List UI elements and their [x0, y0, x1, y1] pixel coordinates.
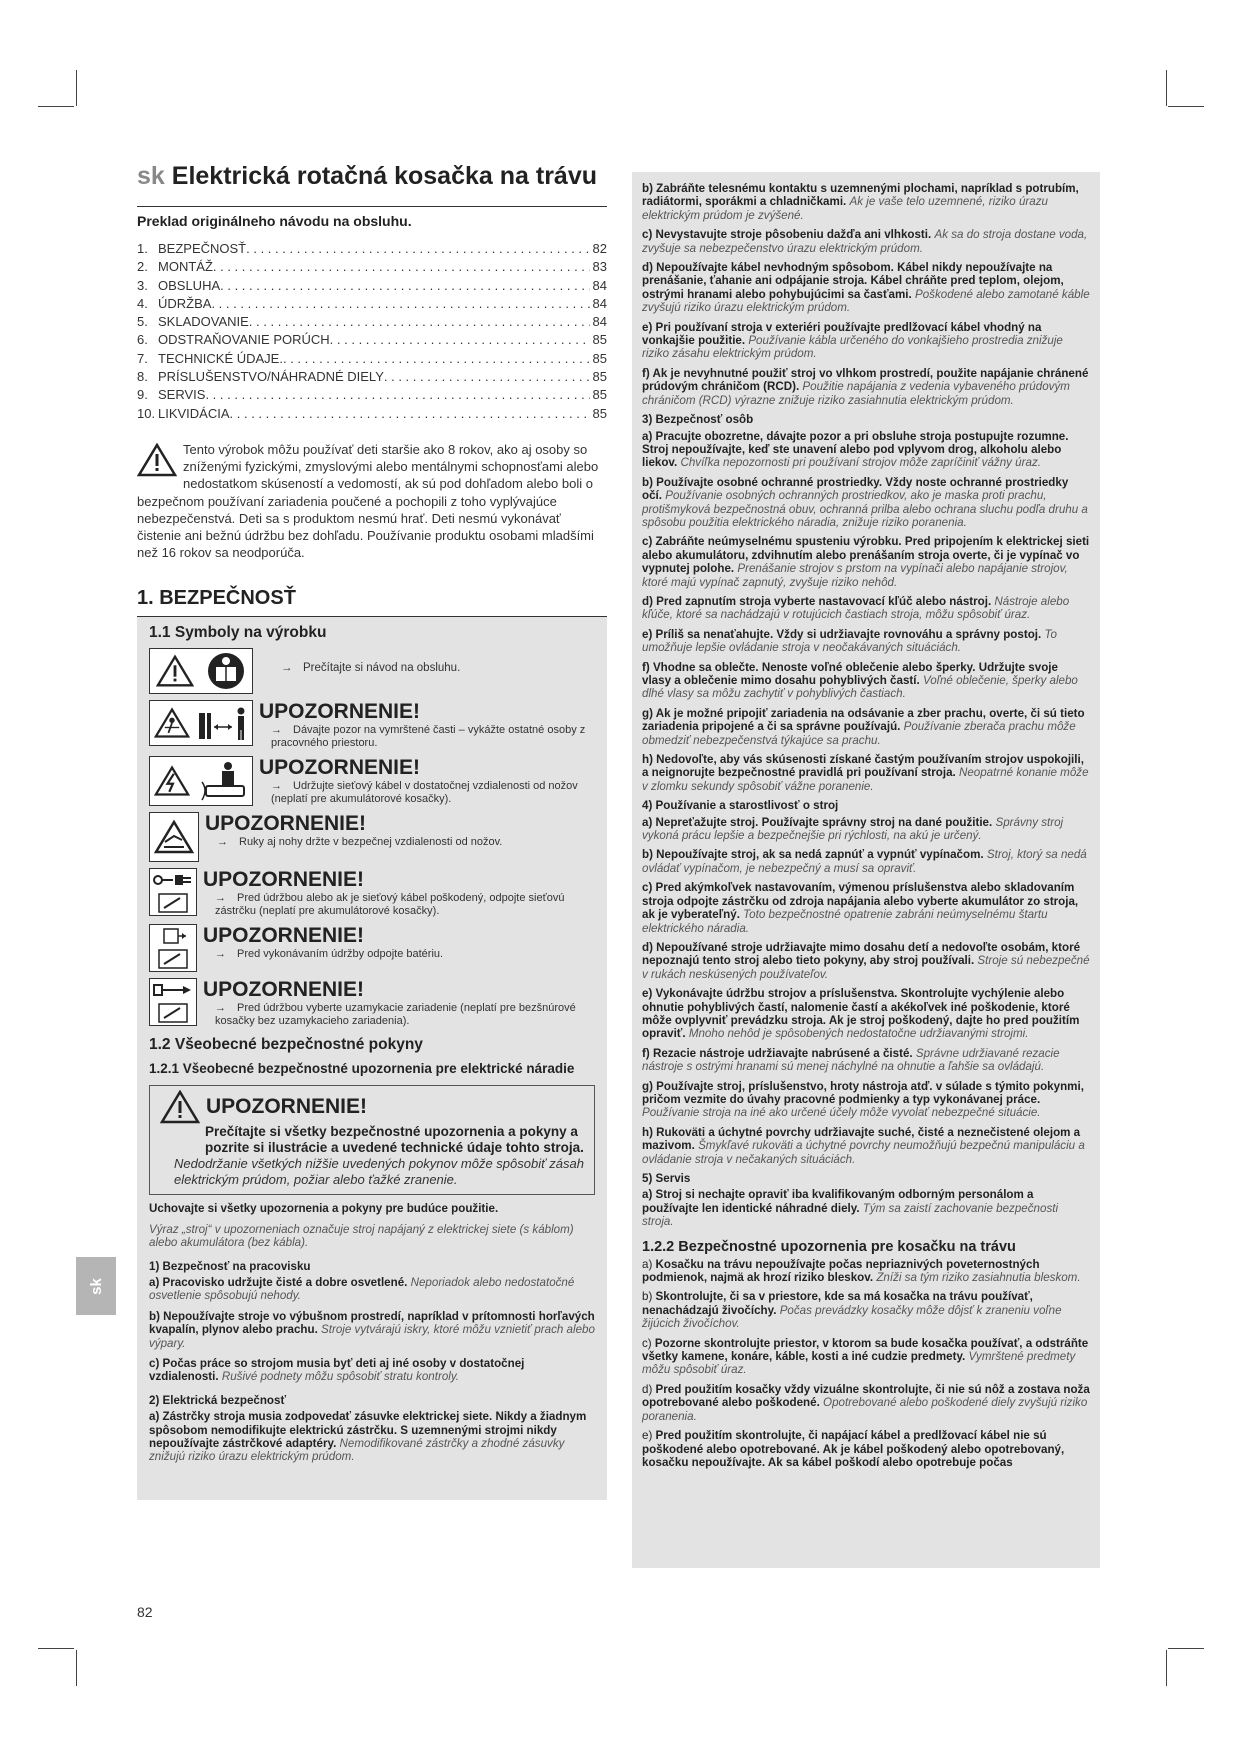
table-of-contents	[137, 240, 607, 423]
safety-item	[642, 1290, 1090, 1330]
safety-item	[642, 1337, 1090, 1377]
warning-triangle-icon	[156, 653, 194, 689]
toc-number: 5.	[137, 314, 148, 330]
warning-triangle-icon	[137, 443, 177, 477]
symbol-instruction	[259, 780, 595, 806]
toc-page: 85	[592, 332, 607, 348]
toc-item[interactable]	[137, 258, 607, 276]
toc-number: 10.	[137, 405, 156, 421]
toc-leader	[246, 240, 589, 258]
toc-page: 83	[592, 259, 607, 275]
item-italic: Stroj, ktorý sa nedá ovládať vypínačom, je nebezpečný a musí sa opraviť.	[642, 848, 1087, 875]
mower-safety-heading: 1.2.2 Bezpečnostné upozornenia pre kosačku na trávu	[642, 1238, 1016, 1255]
item-italic: Nemodifikované zástrčky a zhodné zásuvky znižujú riziko úrazu elektrickým prúdom.	[149, 1437, 565, 1464]
hands-feet-blades-icon	[154, 817, 194, 857]
arrow-icon: →	[271, 780, 282, 793]
symbol-instruction	[259, 724, 595, 750]
maintenance-icon	[158, 949, 188, 969]
safety-item	[642, 881, 1090, 935]
symbol-row	[149, 756, 595, 806]
item-bold: e) Príliš sa nenaťahujte. Vždy si udržiavajte rovnováhu a správny postoj.	[642, 627, 1042, 641]
crop-mark	[1168, 1648, 1204, 1649]
safety-item	[642, 228, 1090, 255]
toc-title: LIKVIDÁCIA	[158, 405, 230, 421]
toc-leader	[283, 350, 590, 368]
safety-item	[642, 1188, 1090, 1228]
arrow-icon: →	[217, 836, 228, 849]
crop-mark	[1166, 1650, 1167, 1686]
symbol-instruction	[203, 1002, 595, 1028]
toc-leader	[205, 386, 589, 404]
toc-page: 85	[592, 350, 607, 366]
tool-use-heading: 4) Používanie a starostlivosť o stroj	[642, 799, 839, 813]
toc-page: 84	[592, 295, 607, 311]
side-tab-label: sk	[87, 1277, 105, 1295]
item-bold: Skontrolujte, či sa v priestore, kde sa má kosačka na trávu používať, nenachádzajú živočíchy.	[642, 1290, 1033, 1317]
warning-title: UPOZORNENIE!	[259, 756, 421, 780]
toc-title: ÚDRŽBA	[158, 295, 212, 311]
symbols-heading: 1.1 Symboly na výrobku	[149, 624, 327, 642]
toc-item[interactable]	[137, 368, 607, 386]
item-bold: b) Nepoužívajte stroj, ak sa nedá zapnúť a vypnúť vypínačom.	[642, 848, 984, 862]
item-italic: Používanie zberača prachu môže obmedziť nebezpečenstvá týkajúce sa prachu.	[642, 720, 1076, 747]
warning-triangle-icon	[160, 1090, 200, 1124]
item-bold: e) Pri používaní stroja v exteriéri používajte predlžovací kábel vhodný na vonkajšie použitie.	[642, 320, 1042, 348]
item-italic: Poškodené alebo zamotané káble zvyšujú riziko úrazu elektrickým prúdom.	[642, 287, 1090, 315]
safety-item	[642, 535, 1090, 589]
instruction-text: Pred údržbou alebo ak je sieťový kábel poškodený, odpojte sieťovú zástrčku (neplatí pre akumulátorové kosačky).	[215, 892, 565, 918]
item-italic: Opotrebované alebo poškodené diely zvyšujú riziko poranenia.	[642, 1396, 1088, 1423]
toc-item[interactable]	[137, 386, 607, 404]
symbol-box	[149, 756, 253, 806]
general-safety-heading: 1.2 Všeobecné bezpečnostné pokyny	[149, 1036, 423, 1054]
personal-safety-heading: 3) Bezpečnosť osôb	[642, 413, 754, 427]
item-bold: e) Vykonávajte údržbu strojov a príslušenstva. Skontrolujte vychýlenie alebo ohnutie pohyblivých častí, nalomenie častí a akékoľvek iné poškodenie, ktoré môže ovplyvniť prevádzku stroja. Ak je stroj poškodený, dajte ho pred použitím opraviť.	[642, 987, 1080, 1041]
item-italic: Prenášanie strojov s prstom na vypínači alebo napájanie strojov, ktoré majú vypínač zapnutý, zvyšuje riziko nehôd.	[642, 562, 1068, 589]
item-italic: Neporiadok alebo nedostatočné osvetlenie spôsobujú nehody.	[149, 1276, 575, 1303]
symbol-text	[253, 700, 595, 750]
warning-bold-text: Prečítajte si všetky bezpečnostné upozornenia a pokyny a pozrite si ilustrácie a uvedené technické údaje tohto stroja.	[205, 1124, 584, 1156]
section-heading-safety: 1. BEZPEČNOSŤ	[137, 587, 607, 617]
symbol-row	[149, 648, 595, 694]
page-title	[137, 160, 607, 192]
toc-number: 4.	[137, 295, 148, 311]
item-number: c)	[642, 1336, 655, 1350]
arrow-icon: →	[215, 1002, 226, 1015]
item-bold: Pred použitím skontrolujte, či napájací kábel a predlžovací kábel nie sú poškodené alebo opotrebované. Ak je kábel poškodený alebo opotrebovaný, kosačku nepoužívajte. Ak sa kábel poškodí alebo opotrebuje počas	[642, 1429, 1065, 1469]
symbol-row	[149, 868, 595, 918]
item-italic: Ak je vaše telo uzemnené, riziko úrazu elektrickým prúdom je zvýšené.	[642, 195, 1048, 222]
symbol-text	[197, 868, 595, 918]
toc-leader	[213, 258, 590, 276]
arrow-icon: →	[281, 662, 293, 675]
item-bold: c) Zabráňte neúmyselnému spusteniu výrobku. Pred pripojením k elektrickej sieti alebo akumulátoru, zdvihnutím alebo prenášaním stroja overte, či je vypínač vo vypnutej polohe.	[642, 535, 1090, 576]
item-bold: a) Pracujte obozretne, dávajte pozor a pri obsluhe stroja postupujte rozumne. Stroj nepoužívajte, keď ste unavení alebo pod vplyvom drog, alkoholu alebo liekov.	[642, 429, 1069, 470]
safety-item	[642, 753, 1090, 793]
children-warning-text: Tento výrobok môžu používať deti staršie ako 8 rokov, ako aj osoby so zníženými fyzickými, zmyslovými alebo mentálnymi schopnosťami alebo nedostatkom skúseností a vedomostí, ak sú pod dohľadom alebo boli o bezpečnom používaní zariadenia poučené a pochopili z toho vyplývajúce nebezpečenstvá. Deti sa s produktom nesmú hrať. Deti nesmú vykonávať čistenie ani bežnú údržbu bez dohľadu. Používanie produktu osobami mladšími než 16 rokov sa neodporúča.	[137, 441, 599, 561]
safety-item	[642, 1429, 1090, 1469]
toc-item[interactable]	[137, 240, 607, 258]
instruction-text: Ruky aj nohy držte v bezpečnej vzdialenosti od nožov.	[239, 836, 503, 849]
item-italic: Ak sa do stroja dostane voda, zvyšuje sa nebezpečenstvo úrazu elektrickým prúdom.	[642, 228, 1088, 255]
item-italic: Tým sa zaistí zachovanie bezpečnosti stroja.	[642, 1201, 1059, 1229]
safety-item	[642, 848, 1090, 875]
safety-item	[642, 476, 1090, 530]
toc-page: 85	[592, 369, 607, 385]
toc-number: 3.	[137, 277, 148, 293]
symbol-instruction	[259, 662, 595, 675]
symbol-box	[149, 978, 197, 1026]
toc-title: OBSLUHA	[158, 277, 221, 293]
key-remove-icon	[153, 982, 193, 998]
item-bold: Pred použitím kosačky vždy vizuálne skontrolujte, či nie sú nôž a zostava noža opotrebované alebo poškodené.	[642, 1382, 1090, 1410]
item-bold: g) Používajte stroj, príslušenstvo, hroty nástroja atď. v súlade s týmito pokynmi, pričom vezmite do úvahy pracovné podmienky a typ vykonávanej práce.	[642, 1079, 1084, 1106]
document-subtitle: Preklad originálneho návodu na obsluhu.	[137, 206, 607, 234]
symbol-box	[149, 868, 197, 916]
electric-shock-icon	[154, 763, 190, 799]
right-column	[632, 172, 1100, 1568]
warning-header	[160, 1090, 584, 1124]
item-italic: Rušivé podnety môžu spôsobiť stratu kontroly.	[221, 1370, 459, 1384]
toc-title: TECHNICKÉ ÚDAJE.	[158, 350, 283, 366]
safety-item	[642, 1126, 1090, 1166]
crop-mark	[38, 106, 74, 107]
warning-title: UPOZORNENIE!	[203, 978, 365, 1002]
item-bold: d) Nepoužívané stroje udržiavajte mimo dosahu detí a nedovoľte osobám, ktoré nepoznajú tento stroj alebo tieto pokyny, aby stroj používali.	[642, 940, 1081, 968]
toc-item[interactable]	[137, 331, 607, 349]
crop-mark	[1168, 106, 1204, 107]
crop-mark	[38, 1648, 74, 1649]
instruction-text: Udržujte sieťový kábel v dostatočnej vzdialenosti od nožov (neplatí pre akumulátorové kosačky).	[271, 780, 578, 806]
workplace-safety-heading: 1) Bezpečnosť na pracovisku	[149, 1259, 311, 1273]
instruction-text: Pred údržbou vyberte uzamykacie zariadenie (neplatí pre bezšnúrové kosačky bez uzamykacieho zariadenia).	[215, 1002, 576, 1028]
item-italic: Chvíľka nepozornosti pri používaní strojov môže zapríčiniť vážny úraz.	[680, 456, 1041, 470]
item-italic: Stroje sú nebezpečné v rukách neskúsených používateľov.	[642, 954, 1090, 981]
item-italic: Používanie kábla určeného do vonkajšieho prostredia znižuje riziko zásahu elektrickým prúdom.	[642, 334, 1063, 361]
warning-title: UPOZORNENIE!	[203, 924, 365, 948]
language-side-tab	[76, 1257, 116, 1315]
item-bold: b) Nepoužívajte stroje vo výbušnom prostredí, napríklad v prítomnosti horľavých kvapalín, plynov alebo prachu.	[149, 1309, 595, 1337]
item-italic: Nástroje alebo kľúče, ktoré sa nachádzajú v rotujúcich častiach stroja, môžu spôsobiť úraz.	[642, 594, 1070, 622]
cable-blade-icon	[198, 760, 248, 802]
item-italic: Počas prevádzky kosačky môže dôjsť k zraneniu voľne žijúcich živočíchov.	[642, 1303, 1062, 1331]
toc-number: 7.	[137, 350, 148, 366]
arrow-icon: →	[271, 724, 282, 737]
maintenance-icon	[158, 893, 188, 913]
item-bold: Kosačku na trávu nepoužívajte počas nepriaznivých poveternostných podmienok, najmä ak hrozí riziko bleskov.	[642, 1257, 1040, 1285]
safety-item	[642, 707, 1090, 747]
toc-leader	[220, 277, 589, 295]
safety-item	[642, 595, 1090, 622]
warning-title: UPOZORNENIE!	[203, 868, 365, 892]
symbol-row	[149, 700, 595, 750]
language-code: sk	[137, 162, 165, 190]
item-italic: Toto bezpečnostné opatrenie zabráni neúmyselnému štartu elektrického náradia.	[642, 908, 1048, 935]
toc-page: 85	[592, 387, 607, 403]
item-number: d)	[642, 1382, 656, 1396]
safety-item	[642, 182, 1090, 222]
item-italic: Šmykľavé rukoväti a úchytné povrchy neumožňujú bezpečnú manipuláciu a ovládanie stroja v nečakaných situáciách.	[642, 1139, 1085, 1166]
item-bold: a) Stroj si nechajte opraviť iba kvalifikovaným odborným personálom a používajte len identické náhradné diely.	[642, 1188, 1034, 1215]
item-bold: b) Zabráňte telesnému kontaktu s uzemnenými plochami, napríklad s potrubím, radiátormi, sporákmi a chladničkami.	[642, 182, 1079, 209]
arrow-icon: →	[215, 948, 226, 961]
safety-section	[137, 617, 607, 1500]
symbol-row	[149, 924, 595, 972]
spacer	[149, 1464, 595, 1492]
item-italic: Mnoho nehôd je spôsobených nedostatočne udržiavanými strojmi.	[688, 1027, 1029, 1041]
item-italic: Správny stroj vykoná prácu lepšie a bezpečnejšie pri rýchlosti, na akú je určený.	[642, 815, 1064, 843]
item-bold: g) Ak je možné pripojiť zariadenia na odsávanie a zber prachu, overte, či sú tieto zariadenia pripojené a či sa správne používajú.	[642, 706, 1085, 734]
safety-item	[149, 1276, 595, 1303]
safety-item	[642, 816, 1090, 843]
symbol-text	[197, 924, 595, 961]
maintenance-icon	[158, 1003, 188, 1023]
item-bold: a) Zástrčky stroja musia zodpovedať zásuvke elektrickej siete. Nikdy a žiadnym spôsobom nemodifikujte elektrickú zástrčku. S uzemnenými strojmi nikdy nepoužívajte zástrčkové adaptéry.	[149, 1410, 587, 1451]
item-bold: f) Ak je nevyhnutné použiť stroj vo vlhkom prostredí, použite napájanie chránené prúdovým chráničom (RCD).	[642, 366, 1089, 394]
symbol-box	[149, 700, 253, 746]
keep-distance-icon	[197, 705, 249, 741]
warning-italic-text: Nedodržanie všetkých nižšie uvedených pokynov môže spôsobiť zásah elektrickým prúdom, požiar alebo ťažké zranenie.	[174, 1156, 584, 1188]
item-bold: h) Nedovoľte, aby vás skúsenosti získané častým používaním strojov uspokojili, a neignorujte bezpečnostné pravidlá pri používaní stroja.	[642, 753, 1084, 780]
symbol-box	[149, 924, 197, 972]
symbol-instruction	[203, 948, 595, 961]
item-italic: Použitie napájania z vedenia vybaveného prúdovým chráničom (RCD) výrazne znižuje riziko zasiahnutia elektrickým prúdom.	[642, 380, 1070, 407]
instruction-text: Pred vykonávaním údržby odpojte batériu.	[237, 948, 444, 961]
item-italic: Neopatrné konanie môže v zlomku sekundy spôsobiť vážne poranenie.	[642, 766, 1089, 793]
toc-title: SKLADOVANIE	[158, 314, 249, 330]
safety-item	[642, 1080, 1090, 1120]
toc-title: ODSTRAŇOVANIE PORÚCH	[158, 332, 330, 348]
item-italic: Zníži sa tým riziko zasiahnutia bleskom.	[876, 1271, 1081, 1285]
toc-item[interactable]	[137, 295, 607, 313]
warning-title: UPOZORNENIE!	[259, 700, 421, 724]
safety-item	[149, 1357, 595, 1384]
toc-item[interactable]	[137, 350, 607, 368]
warning-title: UPOZORNENIE!	[205, 812, 367, 836]
symbol-instruction	[205, 836, 595, 849]
read-all-warnings-box	[149, 1085, 595, 1195]
symbol-text	[197, 978, 595, 1028]
unplug-icon	[153, 872, 193, 888]
symbol-row	[149, 978, 595, 1028]
crop-mark	[76, 70, 77, 106]
item-bold: f) Rezacie nástroje udržiavajte nabrúsené a čisté.	[642, 1046, 913, 1060]
toc-title: BEZPEČNOSŤ	[158, 241, 247, 256]
item-italic: To umožňuje lepšie ovládanie stroja v neočakávaných situáciách.	[642, 627, 1057, 655]
toc-leader	[211, 295, 589, 313]
power-tool-warnings-heading: 1.2.1 Všeobecné bezpečnostné upozornenia pre elektrické náradie	[149, 1061, 575, 1077]
safety-item	[642, 1047, 1090, 1074]
toc-number: 6.	[137, 332, 148, 348]
toc-leader	[330, 331, 590, 349]
item-bold: c) Nevystavujte stroje pôsobeniu dažďa ani vlhkosti.	[642, 228, 932, 242]
toc-title: SERVIS	[158, 387, 206, 403]
item-bold: d) Nepoužívajte kábel nevhodným spôsobom. Kábel nikdy nepoužívajte na prenášanie, ťahanie ani odpájanie stroja. Kábel chráňte pred teplom, olejom, ostrými hranami alebo pohybujúcimi sa časťami.	[642, 261, 1064, 301]
page-number: 82	[137, 1604, 153, 1620]
item-italic: Vymrštené predmety môžu spôsobiť úraz.	[642, 1350, 1076, 1377]
toc-number: 1.	[137, 241, 148, 256]
thrown-objects-icon	[154, 706, 190, 740]
symbol-text	[199, 812, 595, 849]
safety-item	[642, 628, 1090, 655]
item-bold: Pozorne skontrolujte priestor, v ktorom sa bude kosačka používať, a odstráňte všetky kamene, konáre, káble, kosti a iné cudzie predmety.	[642, 1336, 1089, 1364]
symbol-box	[149, 812, 199, 862]
symbol-row	[149, 812, 595, 862]
read-manual-icon	[206, 651, 246, 691]
item-bold: d) Pred zapnutím stroja vyberte nastavovací kľúč alebo nástroj.	[642, 594, 992, 608]
instruction-text: Dávajte pozor na vymrštené časti – vykážte ostatné osoby z pracovného priestoru.	[271, 724, 586, 750]
arrow-icon: →	[215, 892, 226, 905]
children-warning	[137, 441, 607, 561]
safety-item	[642, 367, 1090, 407]
safety-item	[642, 987, 1090, 1041]
battery-remove-icon	[158, 927, 188, 945]
item-bold: b) Používajte osobné ochranné prostriedky. Vždy noste ochranné prostriedky očí.	[642, 475, 1069, 503]
item-italic: Voľné oblečenie, šperky alebo dlhé vlasy sa môžu zachytiť v pohyblivých častiach.	[642, 674, 1078, 701]
toc-number: 8.	[137, 369, 148, 385]
toc-page: 85	[592, 405, 607, 421]
safety-item	[642, 1383, 1090, 1423]
item-italic: Správne udržiavané rezacie nástroje s ostrými hranami sú menej náchylné na ohnutie a ľahšie sa ovládajú.	[642, 1046, 1060, 1074]
crop-mark	[76, 1650, 77, 1686]
warning-title: UPOZORNENIE!	[206, 1095, 368, 1119]
symbol-text	[253, 648, 595, 675]
toc-item[interactable]	[137, 405, 607, 423]
symbol-instruction	[203, 892, 595, 918]
toc-item[interactable]	[137, 313, 607, 331]
instruction-text: Prečítajte si návod na obsluhu.	[303, 662, 461, 675]
item-number: e)	[642, 1429, 656, 1443]
symbol-box	[149, 648, 253, 694]
toc-title: MONTÁŽ	[158, 259, 213, 275]
keep-instructions: Uchovajte si všetky upozornenia a pokyny pre budúce použitie.	[149, 1202, 499, 1216]
service-heading: 5) Servis	[642, 1172, 691, 1185]
toc-title: PRÍSLUŠENSTVO/NÁHRADNÉ DIELY	[158, 369, 384, 385]
safety-item	[642, 661, 1090, 701]
item-bold: h) Rukoväti a úchytné povrchy udržiavajte suché, čisté a neznečistené olejom a mazivom.	[642, 1125, 1081, 1153]
safety-item	[642, 321, 1090, 361]
left-column	[137, 160, 607, 1500]
toc-number: 9.	[137, 387, 148, 403]
title-text: Elektrická rotačná kosačka na trávu	[171, 162, 597, 190]
toc-page: 84	[592, 314, 607, 330]
electrical-safety-heading: 2) Elektrická bezpečnosť	[149, 1393, 287, 1407]
item-bold: c) Počas práce so strojom musia byť deti aj iné osoby v dostatočnej vzdialenosti.	[149, 1357, 525, 1384]
safety-item	[642, 261, 1090, 315]
toc-item[interactable]	[137, 277, 607, 295]
item-number: b)	[642, 1290, 656, 1304]
item-bold: a) Pracovisko udržujte čisté a dobre osvetlené.	[149, 1276, 408, 1290]
safety-item	[149, 1310, 595, 1350]
item-bold: c) Pred akýmkoľvek nastavovaním, výmenou príslušenstva alebo skladovaním stroja odpojte zástrčku od zdroja napájania alebo vyberte akumulátor zo stroja, ak je vyberateľný.	[642, 881, 1079, 922]
toc-leader	[384, 368, 590, 386]
toc-number: 2.	[137, 259, 148, 275]
toc-page: 82	[592, 241, 607, 256]
toc-page: 84	[592, 277, 607, 293]
item-italic: Stroje vytvárajú iskry, ktoré môžu vznietiť prach alebo výpary.	[149, 1323, 595, 1350]
safety-item	[642, 941, 1090, 981]
item-italic: Používanie osobných ochranných prostriedkov, ako je maska proti prachu, protišmyková bezpečnostná obuv, ochranná prilba alebo ochrana sluchu podľa druhu a spôsobu použitia elektrického náradia, znižuje riziko poranenia.	[642, 489, 1088, 529]
symbol-text	[253, 756, 595, 806]
safety-item	[149, 1410, 595, 1464]
safety-item	[642, 1258, 1090, 1285]
item-bold: f) Vhodne sa oblečte. Nenoste voľné oblečenie alebo šperky. Udržujte svoje vlasy a oblečenie mimo dosahu pohyblivých častí.	[642, 660, 1058, 687]
crop-mark	[1166, 70, 1167, 106]
item-number: a)	[642, 1257, 656, 1271]
safety-item	[642, 430, 1090, 470]
toc-leader	[230, 405, 590, 423]
item-bold: a) Nepreťažujte stroj. Používajte správny stroj na dané použitie.	[642, 815, 993, 829]
stroj-definition: Výraz „stroj“ v upozorneniach označuje stroj napájaný z elektrickej siete (s káblom) alebo akumulátora (bez kábla).	[149, 1222, 574, 1250]
item-italic: Používanie stroja na iné ako určené účely môže vyvolať nebezpečné situácie.	[642, 1106, 1041, 1120]
toc-leader	[249, 313, 590, 331]
